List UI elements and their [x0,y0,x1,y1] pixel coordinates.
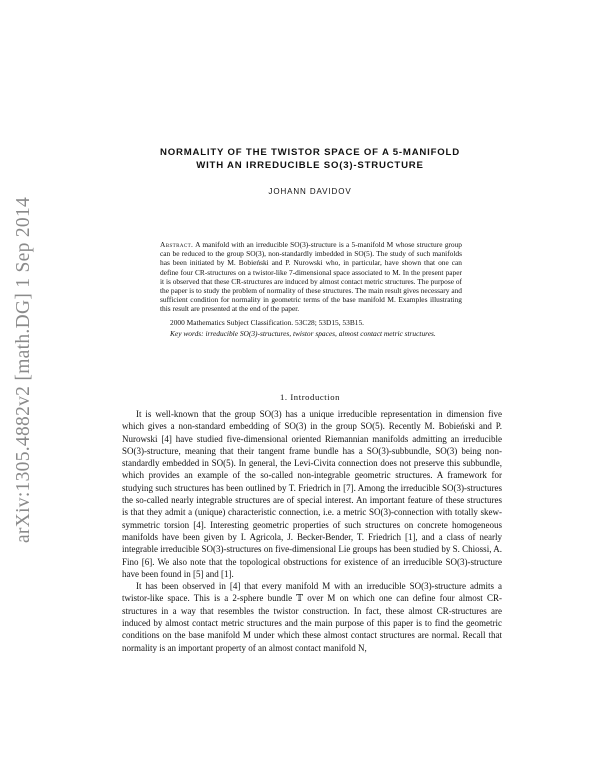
msc-classification: 2000 Mathematics Subject Classification. 53C28; 53D15, 53B15. [170,317,364,327]
abstract-text: A manifold with an irreducible SO(3)-structure is a 5-manifold M whose structure group can be reduced to the group SO(3), non-standardly imbedded in SO(5). The study of such manifolds has been initiated by M. Bobieński and P. Nurowski who, in particular, have shown that one can define four CR-structures on a twistor-like 7-dimensional space associated to M. In the present paper it is observed that these CR-structures are induced by almost contact metric structures. The purpose of the paper is to study the problem of normality of these structures. The main result gives necessary and sufficient condition for normality in geometric terms of the base manifold M. Examples illustrating this result are presented at the end of the paper. [160,240,462,314]
body-text [122,408,502,654]
abstract-block [160,240,462,338]
abstract-paragraph [160,240,462,314]
author-name: JOHANN DAVIDOV [268,187,352,196]
abstract-label: Abstract. [160,240,194,249]
keywords: Key words: irreducible SO(3)-structures, twistor spaces, almost contact metric structures. [170,328,436,338]
arxiv-sidebar [4,180,44,560]
body-paragraph-2: It has been observed in [4] that every manifold M with an irreducible SO(3)-structure admits a twistor-like space. This is a 2-sphere bundle 𝕋 over M on which one can define four almost CR-structures in a way that resembles the twistor construction. In fact, these almost CR-structures are induced by almost contact metric structures and the main purpose of this paper is to find the geometric conditions on the base manifold M under which these almost contact structures are normal. Recall that normality is an important property of an almost contact manifold N, [122,581,502,653]
section-heading-introduction: 1. Introduction [279,392,341,402]
title-line-2: WITH AN IRREDUCIBLE SO(3)-STRUCTURE [196,160,424,171]
paper-title [100,146,520,172]
title-line-1: NORMALITY OF THE TWISTOR SPACE OF A 5-MANIFOLD [160,147,460,158]
arxiv-identifier[interactable]: arXiv:1305.4882v2 [math.DG] 1 Sep 2014 [13,196,34,544]
body-paragraph-1: It is well-known that the group SO(3) has a unique irreducible representation in dimension five which gives a non-standard embedding of SO(3) in the group SO(5). Recently M. Bobieński and P. Nurowski [4] have studied five-dimensional oriented Riemannian manifolds admitting an irreducible SO(3)-structure, meaning that their tangent frame bundle has a SO(3)-subbundle, SO(3) being non-standardly embedded in SO(5). In general, the Levi-Civita connection does not preserve this subbundle, which provides an example of the so-called non-integrable geometric structures. A framework for studying such structures has been outlined by T. Friedrich in [7]. Among the irreducible SO(3)-structures the so-called nearly integrable structures are of special interest. An important feature of these structures is that they admit a (unique) characteristic connection, i.e. a metric SO(3)-connection with totally skew-symmetric torsion [4]. Interesting geometric properties of such structures on concrete homogeneous manifolds have been given by I. Agricola, J. Becker-Bender, T. Friedrich [1], and a class of nearly integrable irreducible SO(3)-structures on five-dimensional Lie groups has been studied by S. Chiossi, A. Fino [6]. We also note that the topological obstructions for existence of an irreducible SO(3)-structure have been found in [5] and [1]. [122,409,502,579]
